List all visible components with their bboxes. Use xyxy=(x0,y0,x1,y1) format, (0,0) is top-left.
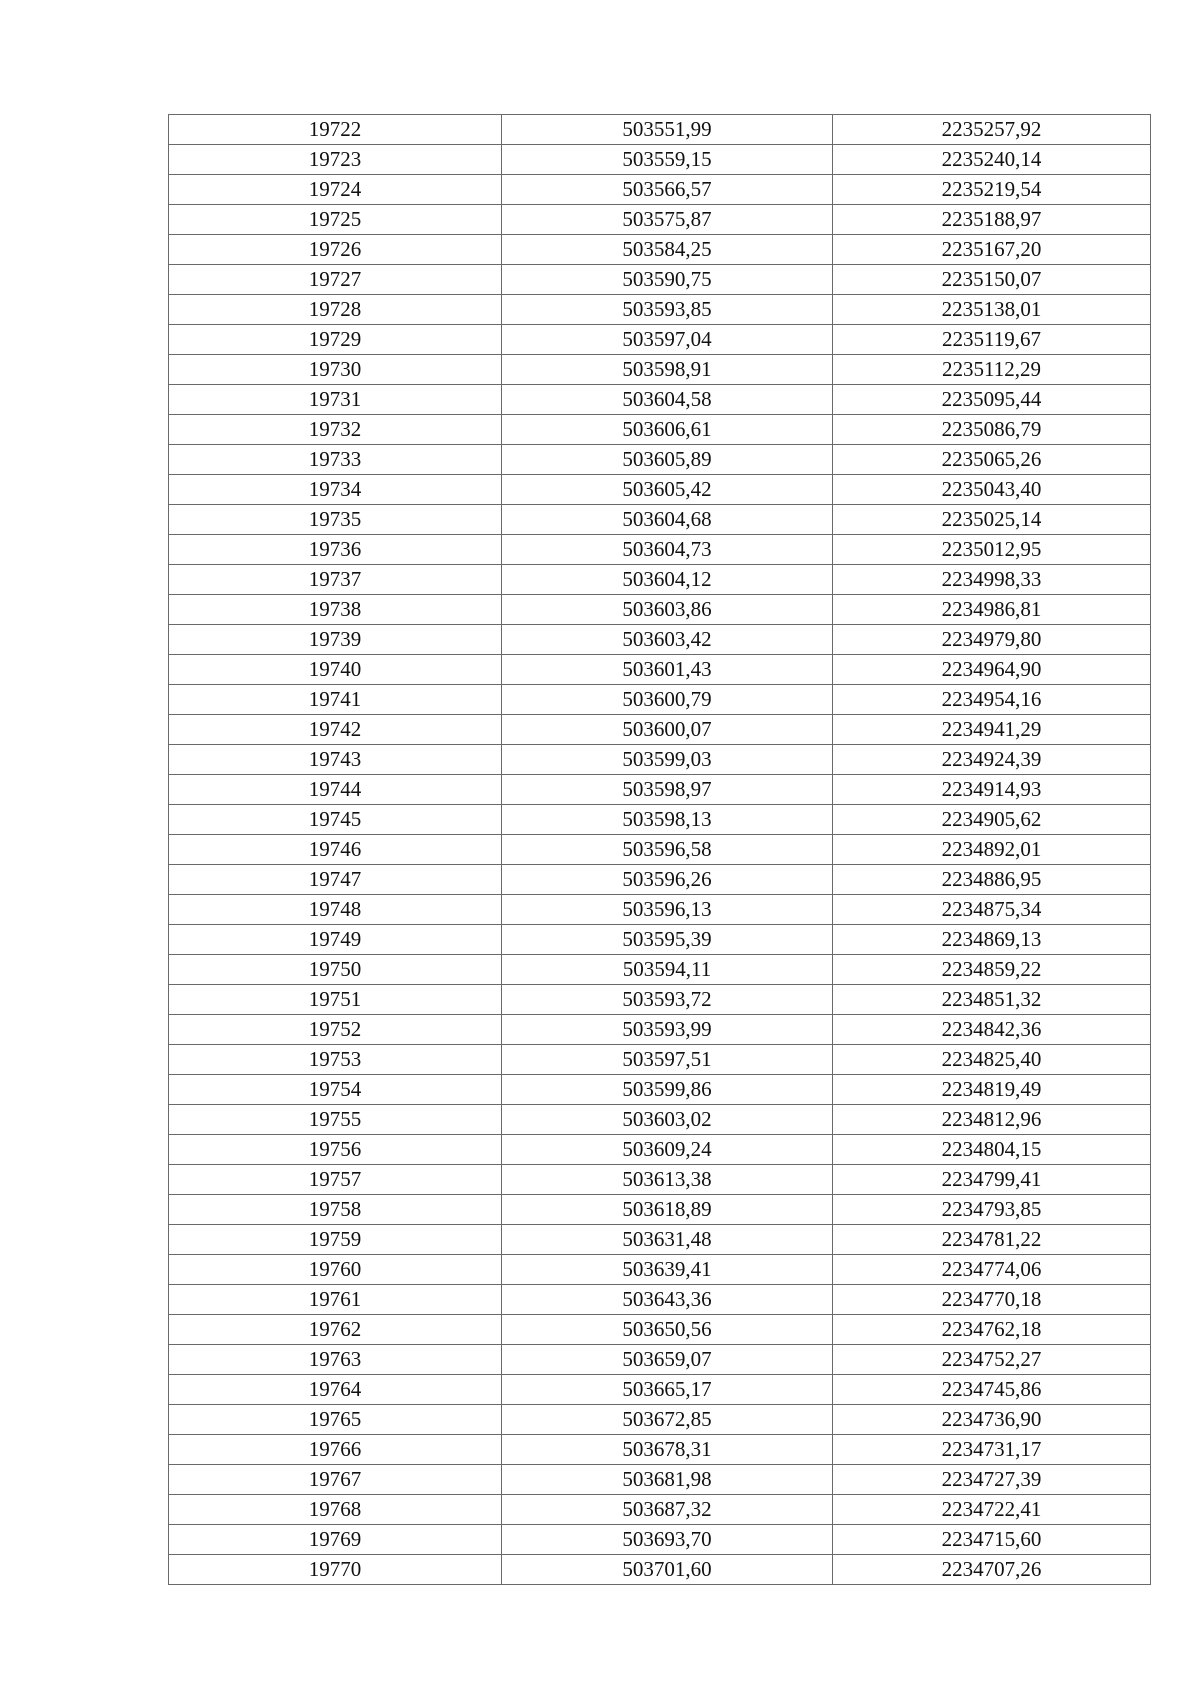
x-coordinate-cell: 503593,85 xyxy=(502,295,833,325)
y-coordinate-cell: 2235086,79 xyxy=(833,415,1151,445)
table-row xyxy=(169,835,1151,865)
table-row xyxy=(169,715,1151,745)
table-row xyxy=(169,1525,1151,1555)
point-number-cell: 19734 xyxy=(169,475,502,505)
table-row xyxy=(169,145,1151,175)
y-coordinate-cell: 2234986,81 xyxy=(833,595,1151,625)
point-number-cell: 19738 xyxy=(169,595,502,625)
table-row xyxy=(169,775,1151,805)
y-coordinate-cell: 2234825,40 xyxy=(833,1045,1151,1075)
y-coordinate-cell: 2234819,49 xyxy=(833,1075,1151,1105)
y-coordinate-cell: 2234727,39 xyxy=(833,1465,1151,1495)
y-coordinate-cell: 2235219,54 xyxy=(833,175,1151,205)
x-coordinate-cell: 503618,89 xyxy=(502,1195,833,1225)
point-number-cell: 19724 xyxy=(169,175,502,205)
x-coordinate-cell: 503609,24 xyxy=(502,1135,833,1165)
x-coordinate-cell: 503603,42 xyxy=(502,625,833,655)
y-coordinate-cell: 2235257,92 xyxy=(833,115,1151,145)
table-row xyxy=(169,355,1151,385)
x-coordinate-cell: 503672,85 xyxy=(502,1405,833,1435)
table-row xyxy=(169,1465,1151,1495)
x-coordinate-cell: 503598,91 xyxy=(502,355,833,385)
y-coordinate-cell: 2234941,29 xyxy=(833,715,1151,745)
x-coordinate-cell: 503595,39 xyxy=(502,925,833,955)
y-coordinate-cell: 2234736,90 xyxy=(833,1405,1151,1435)
x-coordinate-cell: 503596,26 xyxy=(502,865,833,895)
table-row xyxy=(169,625,1151,655)
table-row xyxy=(169,265,1151,295)
table-row xyxy=(169,235,1151,265)
x-coordinate-cell: 503603,86 xyxy=(502,595,833,625)
table-row xyxy=(169,175,1151,205)
x-coordinate-cell: 503596,13 xyxy=(502,895,833,925)
point-number-cell: 19751 xyxy=(169,985,502,1015)
x-coordinate-cell: 503701,60 xyxy=(502,1555,833,1585)
y-coordinate-cell: 2234793,85 xyxy=(833,1195,1151,1225)
point-number-cell: 19736 xyxy=(169,535,502,565)
point-number-cell: 19760 xyxy=(169,1255,502,1285)
point-number-cell: 19766 xyxy=(169,1435,502,1465)
x-coordinate-cell: 503605,42 xyxy=(502,475,833,505)
x-coordinate-cell: 503605,89 xyxy=(502,445,833,475)
table-row xyxy=(169,1315,1151,1345)
table-row xyxy=(169,595,1151,625)
x-coordinate-cell: 503599,03 xyxy=(502,745,833,775)
x-coordinate-cell: 503598,97 xyxy=(502,775,833,805)
point-number-cell: 19745 xyxy=(169,805,502,835)
x-coordinate-cell: 503693,70 xyxy=(502,1525,833,1555)
point-number-cell: 19727 xyxy=(169,265,502,295)
table-row xyxy=(169,1015,1151,1045)
coordinates-table xyxy=(168,114,1151,1585)
y-coordinate-cell: 2235188,97 xyxy=(833,205,1151,235)
y-coordinate-cell: 2234964,90 xyxy=(833,655,1151,685)
point-number-cell: 19756 xyxy=(169,1135,502,1165)
table-row xyxy=(169,685,1151,715)
point-number-cell: 19763 xyxy=(169,1345,502,1375)
y-coordinate-cell: 2234762,18 xyxy=(833,1315,1151,1345)
y-coordinate-cell: 2234722,41 xyxy=(833,1495,1151,1525)
x-coordinate-cell: 503590,75 xyxy=(502,265,833,295)
table-row xyxy=(169,955,1151,985)
table-row xyxy=(169,205,1151,235)
y-coordinate-cell: 2234954,16 xyxy=(833,685,1151,715)
y-coordinate-cell: 2234875,34 xyxy=(833,895,1151,925)
x-coordinate-cell: 503606,61 xyxy=(502,415,833,445)
point-number-cell: 19739 xyxy=(169,625,502,655)
x-coordinate-cell: 503643,36 xyxy=(502,1285,833,1315)
point-number-cell: 19767 xyxy=(169,1465,502,1495)
table-row xyxy=(169,925,1151,955)
table-row xyxy=(169,295,1151,325)
point-number-cell: 19742 xyxy=(169,715,502,745)
y-coordinate-cell: 2234707,26 xyxy=(833,1555,1151,1585)
x-coordinate-cell: 503601,43 xyxy=(502,655,833,685)
table-row xyxy=(169,415,1151,445)
y-coordinate-cell: 2235065,26 xyxy=(833,445,1151,475)
point-number-cell: 19746 xyxy=(169,835,502,865)
table-row xyxy=(169,1255,1151,1285)
x-coordinate-cell: 503575,87 xyxy=(502,205,833,235)
point-number-cell: 19722 xyxy=(169,115,502,145)
table-row xyxy=(169,895,1151,925)
coordinates-table-body xyxy=(169,115,1151,1585)
point-number-cell: 19749 xyxy=(169,925,502,955)
point-number-cell: 19735 xyxy=(169,505,502,535)
point-number-cell: 19741 xyxy=(169,685,502,715)
y-coordinate-cell: 2234886,95 xyxy=(833,865,1151,895)
y-coordinate-cell: 2234851,32 xyxy=(833,985,1151,1015)
y-coordinate-cell: 2235240,14 xyxy=(833,145,1151,175)
table-row xyxy=(169,1045,1151,1075)
table-row xyxy=(169,655,1151,685)
point-number-cell: 19754 xyxy=(169,1075,502,1105)
x-coordinate-cell: 503639,41 xyxy=(502,1255,833,1285)
table-row xyxy=(169,1405,1151,1435)
x-coordinate-cell: 503613,38 xyxy=(502,1165,833,1195)
x-coordinate-cell: 503596,58 xyxy=(502,835,833,865)
table-row xyxy=(169,1165,1151,1195)
point-number-cell: 19755 xyxy=(169,1105,502,1135)
point-number-cell: 19729 xyxy=(169,325,502,355)
table-row xyxy=(169,1195,1151,1225)
x-coordinate-cell: 503659,07 xyxy=(502,1345,833,1375)
point-number-cell: 19728 xyxy=(169,295,502,325)
table-row xyxy=(169,505,1151,535)
y-coordinate-cell: 2234770,18 xyxy=(833,1285,1151,1315)
y-coordinate-cell: 2234752,27 xyxy=(833,1345,1151,1375)
point-number-cell: 19748 xyxy=(169,895,502,925)
y-coordinate-cell: 2234715,60 xyxy=(833,1525,1151,1555)
table-row xyxy=(169,1285,1151,1315)
table-row xyxy=(169,1345,1151,1375)
y-coordinate-cell: 2235012,95 xyxy=(833,535,1151,565)
x-coordinate-cell: 503584,25 xyxy=(502,235,833,265)
x-coordinate-cell: 503600,79 xyxy=(502,685,833,715)
point-number-cell: 19725 xyxy=(169,205,502,235)
x-coordinate-cell: 503597,51 xyxy=(502,1045,833,1075)
point-number-cell: 19744 xyxy=(169,775,502,805)
y-coordinate-cell: 2234804,15 xyxy=(833,1135,1151,1165)
point-number-cell: 19723 xyxy=(169,145,502,175)
y-coordinate-cell: 2234924,39 xyxy=(833,745,1151,775)
point-number-cell: 19747 xyxy=(169,865,502,895)
table-row xyxy=(169,1075,1151,1105)
table-row xyxy=(169,115,1151,145)
y-coordinate-cell: 2234781,22 xyxy=(833,1225,1151,1255)
point-number-cell: 19761 xyxy=(169,1285,502,1315)
y-coordinate-cell: 2234799,41 xyxy=(833,1165,1151,1195)
y-coordinate-cell: 2235167,20 xyxy=(833,235,1151,265)
x-coordinate-cell: 503559,15 xyxy=(502,145,833,175)
point-number-cell: 19743 xyxy=(169,745,502,775)
x-coordinate-cell: 503603,02 xyxy=(502,1105,833,1135)
point-number-cell: 19753 xyxy=(169,1045,502,1075)
x-coordinate-cell: 503594,11 xyxy=(502,955,833,985)
point-number-cell: 19730 xyxy=(169,355,502,385)
y-coordinate-cell: 2234774,06 xyxy=(833,1255,1151,1285)
y-coordinate-cell: 2234905,62 xyxy=(833,805,1151,835)
x-coordinate-cell: 503687,32 xyxy=(502,1495,833,1525)
y-coordinate-cell: 2234842,36 xyxy=(833,1015,1151,1045)
y-coordinate-cell: 2235112,29 xyxy=(833,355,1151,385)
point-number-cell: 19737 xyxy=(169,565,502,595)
point-number-cell: 19750 xyxy=(169,955,502,985)
table-row xyxy=(169,535,1151,565)
y-coordinate-cell: 2235150,07 xyxy=(833,265,1151,295)
point-number-cell: 19769 xyxy=(169,1525,502,1555)
y-coordinate-cell: 2234979,80 xyxy=(833,625,1151,655)
table-row xyxy=(169,1495,1151,1525)
point-number-cell: 19764 xyxy=(169,1375,502,1405)
table-row xyxy=(169,1555,1151,1585)
x-coordinate-cell: 503681,98 xyxy=(502,1465,833,1495)
table-row xyxy=(169,565,1151,595)
table-row xyxy=(169,805,1151,835)
point-number-cell: 19733 xyxy=(169,445,502,475)
x-coordinate-cell: 503631,48 xyxy=(502,1225,833,1255)
point-number-cell: 19726 xyxy=(169,235,502,265)
x-coordinate-cell: 503604,73 xyxy=(502,535,833,565)
table-row xyxy=(169,475,1151,505)
point-number-cell: 19757 xyxy=(169,1165,502,1195)
x-coordinate-cell: 503566,57 xyxy=(502,175,833,205)
x-coordinate-cell: 503597,04 xyxy=(502,325,833,355)
x-coordinate-cell: 503593,72 xyxy=(502,985,833,1015)
point-number-cell: 19732 xyxy=(169,415,502,445)
point-number-cell: 19759 xyxy=(169,1225,502,1255)
point-number-cell: 19768 xyxy=(169,1495,502,1525)
y-coordinate-cell: 2235025,14 xyxy=(833,505,1151,535)
table-row xyxy=(169,1105,1151,1135)
table-row xyxy=(169,745,1151,775)
y-coordinate-cell: 2234998,33 xyxy=(833,565,1151,595)
y-coordinate-cell: 2234859,22 xyxy=(833,955,1151,985)
point-number-cell: 19762 xyxy=(169,1315,502,1345)
x-coordinate-cell: 503599,86 xyxy=(502,1075,833,1105)
x-coordinate-cell: 503593,99 xyxy=(502,1015,833,1045)
point-number-cell: 19765 xyxy=(169,1405,502,1435)
table-row xyxy=(169,1435,1151,1465)
point-number-cell: 19740 xyxy=(169,655,502,685)
point-number-cell: 19758 xyxy=(169,1195,502,1225)
table-row xyxy=(169,1135,1151,1165)
x-coordinate-cell: 503604,12 xyxy=(502,565,833,595)
table-row xyxy=(169,1375,1151,1405)
y-coordinate-cell: 2234745,86 xyxy=(833,1375,1151,1405)
table-row xyxy=(169,325,1151,355)
y-coordinate-cell: 2234914,93 xyxy=(833,775,1151,805)
x-coordinate-cell: 503598,13 xyxy=(502,805,833,835)
x-coordinate-cell: 503678,31 xyxy=(502,1435,833,1465)
x-coordinate-cell: 503665,17 xyxy=(502,1375,833,1405)
table-row xyxy=(169,385,1151,415)
y-coordinate-cell: 2235095,44 xyxy=(833,385,1151,415)
y-coordinate-cell: 2235119,67 xyxy=(833,325,1151,355)
y-coordinate-cell: 2235138,01 xyxy=(833,295,1151,325)
y-coordinate-cell: 2235043,40 xyxy=(833,475,1151,505)
x-coordinate-cell: 503604,68 xyxy=(502,505,833,535)
table-row xyxy=(169,1225,1151,1255)
point-number-cell: 19770 xyxy=(169,1555,502,1585)
x-coordinate-cell: 503551,99 xyxy=(502,115,833,145)
point-number-cell: 19731 xyxy=(169,385,502,415)
y-coordinate-cell: 2234892,01 xyxy=(833,835,1151,865)
x-coordinate-cell: 503600,07 xyxy=(502,715,833,745)
y-coordinate-cell: 2234812,96 xyxy=(833,1105,1151,1135)
table-row xyxy=(169,985,1151,1015)
point-number-cell: 19752 xyxy=(169,1015,502,1045)
table-row xyxy=(169,445,1151,475)
y-coordinate-cell: 2234731,17 xyxy=(833,1435,1151,1465)
x-coordinate-cell: 503650,56 xyxy=(502,1315,833,1345)
x-coordinate-cell: 503604,58 xyxy=(502,385,833,415)
table-row xyxy=(169,865,1151,895)
y-coordinate-cell: 2234869,13 xyxy=(833,925,1151,955)
